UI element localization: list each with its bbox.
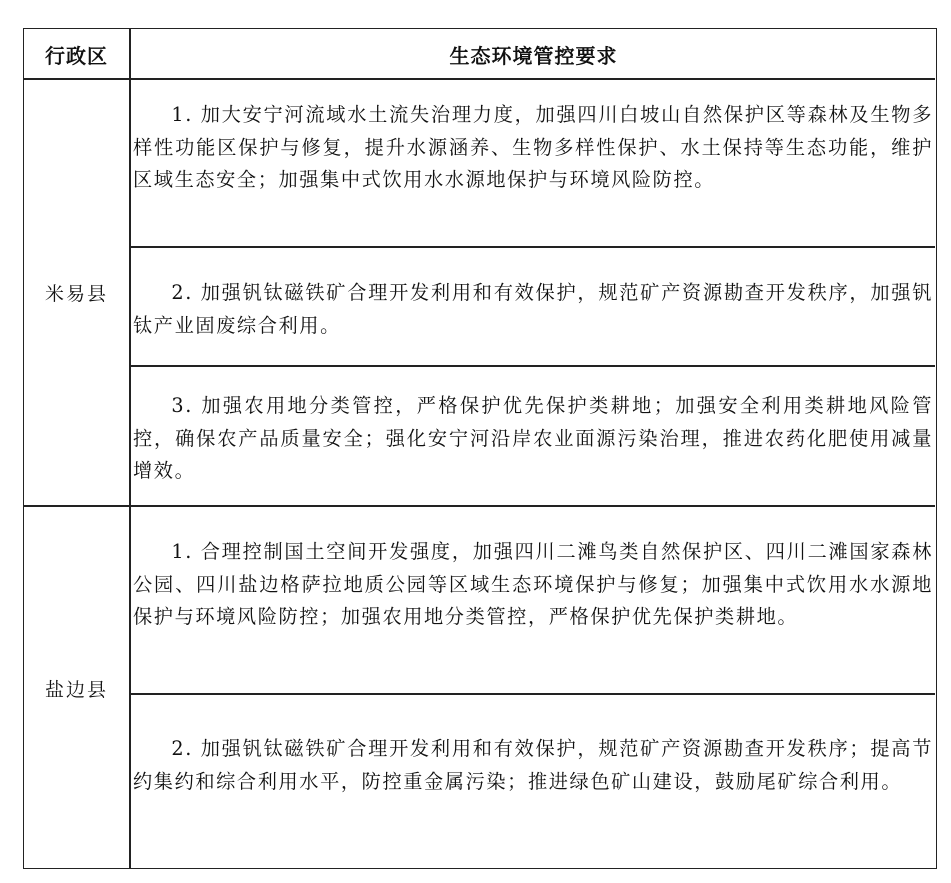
- header-divider: [24, 78, 935, 80]
- requirement-miyi-1: 1. 加大安宁河流域水土流失治理力度，加强四川白坡山自然保护区等森林及生物多样性功能区保护与修复，提升水源涵养、生物多样性保护、水土保持等生态功能，维护区域生态安全；加强集中式饮用水水源地保护与环境风险防控。: [133, 103, 933, 191]
- eco-control-table: [23, 28, 937, 869]
- requirement-miyi-2: 2. 加强钒钛磁铁矿合理开发利用和有效保护，规范矿产资源勘查开发秩序，加强钒钛产业固废综合利用。: [133, 281, 933, 337]
- requirement-yanbian-1: 1. 合理控制国土空间开发强度，加强四川二滩鸟类自然保护区、四川二滩国家森林公园、四川盐边格萨拉地质公园等区域生态环境保护与修复；加强集中式饮用水水源地保护与环境风险防控；加强农用地分类管控，严格保护优先保护类耕地。: [133, 540, 933, 628]
- region-cell-miyi: 米易县: [44, 283, 108, 305]
- row-divider: [130, 365, 935, 367]
- header-requirements: 生态环境管控要求: [449, 43, 618, 68]
- row-divider: [130, 246, 935, 248]
- region-divider: [24, 505, 935, 507]
- region-cell-yanbian: 盐边县: [44, 678, 108, 701]
- header-region: 行政区: [45, 43, 108, 68]
- requirement-miyi-3: 3. 加强农用地分类管控，严格保护优先保护类耕地；加强安全利用类耕地风险管控，确保农产品质量安全；强化安宁河沿岸农业面源污染治理，推进农药化肥使用减量增效。: [133, 394, 933, 482]
- row-divider: [130, 693, 935, 695]
- requirement-yanbian-2: 2. 加强钒钛磁铁矿合理开发利用和有效保护，规范矿产资源勘查开发秩序；提高节约集约和综合利用水平，防控重金属污染；推进绿色矿山建设，鼓励尾矿综合利用。: [133, 737, 933, 793]
- column-divider: [129, 29, 131, 868]
